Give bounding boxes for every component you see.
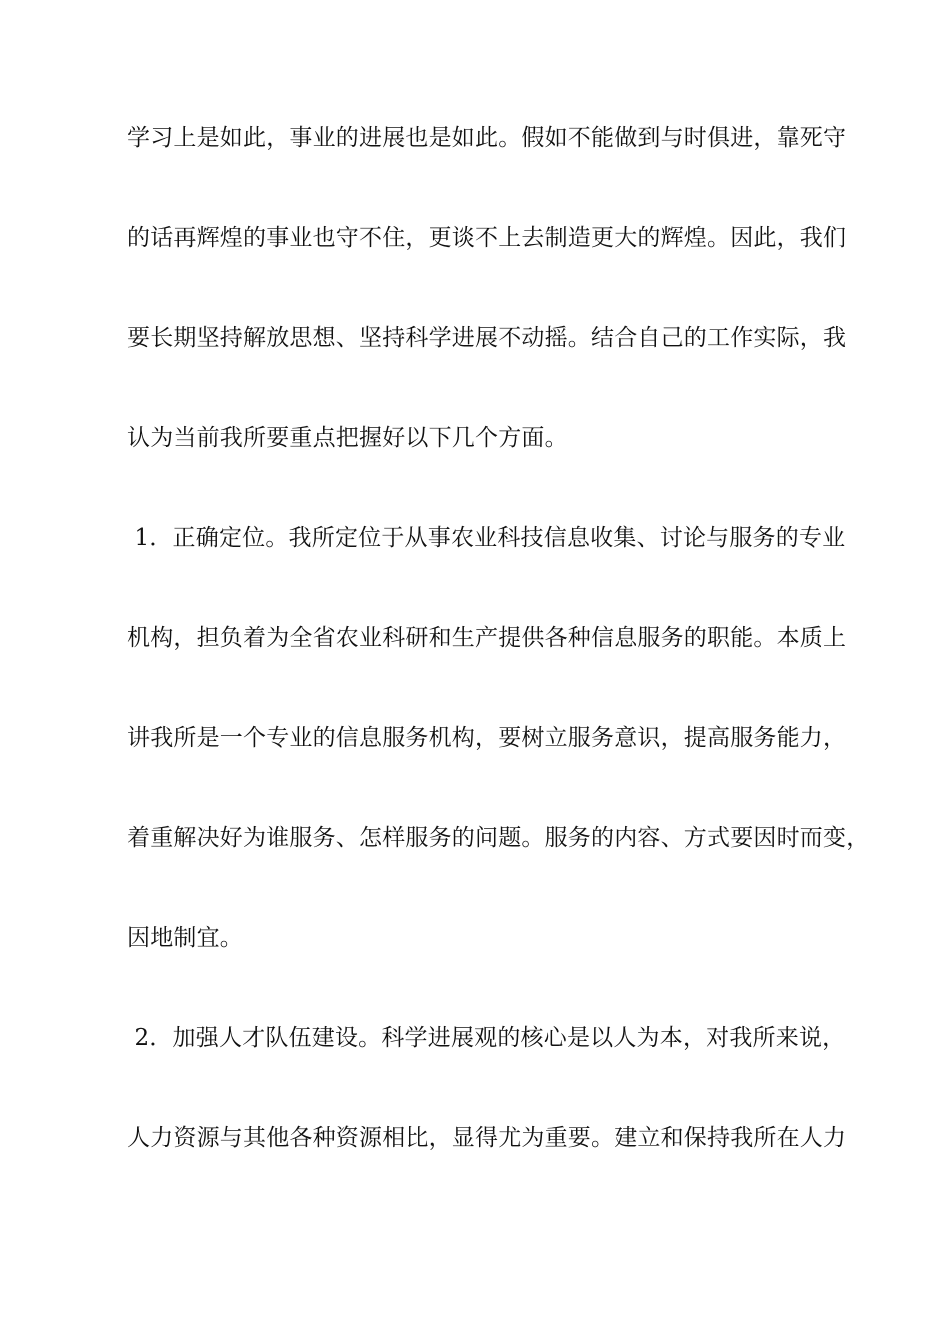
paragraph-line: 讲我所是一个专业的信息服务机构，要树立服务意识，提高服务能力， xyxy=(127,725,847,751)
paragraph-line: 学习上是如此，事业的进展也是如此。假如不能做到与时俱进，靠死守 xyxy=(127,125,847,151)
list-item-1: 1．正确定位。我所定位于从事农业科技信息收集、讨论与服务的专业 xyxy=(127,525,846,551)
paragraph-line: 机构，担负着为全省农业科研和生产提供各种信息服务的职能。本质上 xyxy=(127,625,847,651)
paragraph-line: 的话再辉煌的事业也守不住，更谈不上去制造更大的辉煌。因此，我们 xyxy=(127,225,847,251)
paragraph-line: 人力资源与其他各种资源相比，显得尤为重要。建立和保持我所在人力 xyxy=(127,1125,847,1151)
paragraph-line: 着重解决好为谁服务、怎样服务的问题。服务的内容、方式要因时而变， xyxy=(127,825,870,851)
paragraph-line: 认为当前我所要重点把握好以下几个方面。 xyxy=(127,425,568,451)
paragraph-line: 因地制宜。 xyxy=(127,925,243,951)
list-item-2: 2．加强人才队伍建设。科学进展观的核心是以人为本，对我所来说， xyxy=(127,1025,846,1051)
paragraph-line: 要长期坚持解放思想、坚持科学进展不动摇。结合自己的工作实际，我 xyxy=(127,325,847,351)
